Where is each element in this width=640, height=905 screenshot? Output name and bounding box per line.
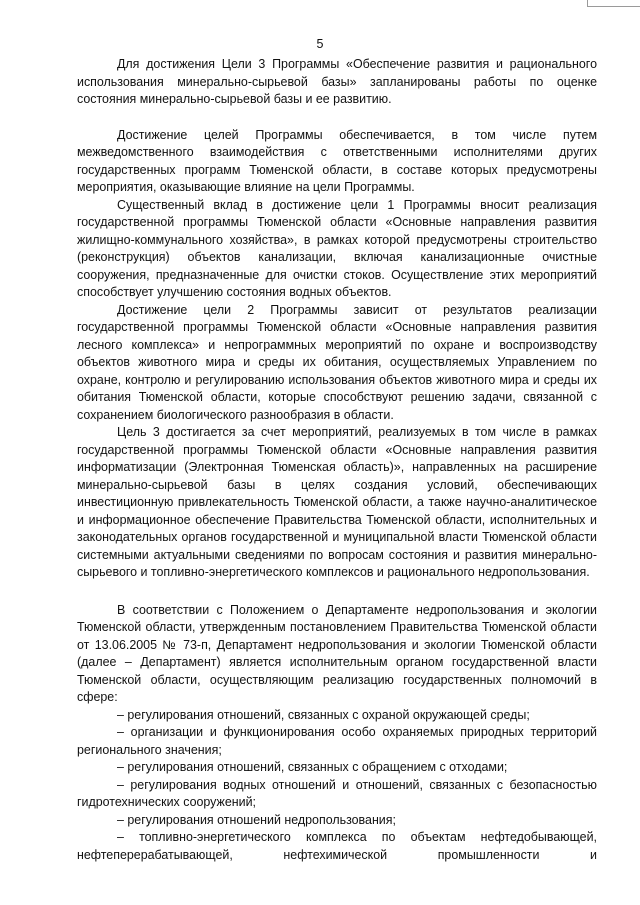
paragraph-goal-2: Достижение цели 2 Программы зависит от результатов реализации государственной программы Тюменской области «Основные направления развития лесного комплекса» и непрограммных мероприятий по охране и воспроизводству объектов животного мира и среды их обитания, осуществляемых Управлением по охране, контролю и регулированию использования объектов животного мира и среды их обитания Тюменской области, которые способствуют решению задачи, связанной с сохранением биологического разнообразия в области. [77, 302, 597, 422]
list-item: – регулирования отношений недропользования; [117, 812, 396, 827]
page-corner-mark [587, 0, 640, 7]
paragraph-goal-3: Для достижения Цели 3 Программы «Обеспечение развития и рационального использования минерально-сырьевой базы» запланированы работы по оценке состояния минерально-сырьевой базы и ее развитию. [77, 57, 597, 106]
page-number: 5 [316, 37, 324, 51]
document-body [77, 56, 597, 864]
paragraph-goal-3-measures: Цель 3 достигается за счет мероприятий, реализуемых в том числе в рамках государственной программы Тюменской области «Основные направления развития информатизации (Электронная Тюменская область)», направленных на расширение минерально-сырьевой базы в целях создания условий, обеспечивающих инвестиционную привлекательность Тюменской области, а также научно-аналитическое и информационное обеспечение Правительства Тюменской области, исполнительных и законодательных органов государственной и муниципальной власти Тюменской области системными актуальными сведениями по вопросам состояния и развития минерально-сырьевого и топливно-энергетического комплексов и рационального недропользования. [77, 425, 597, 579]
list-item: – топливно-энергетического комплекса по объектам нефтедобывающей, нефтеперерабатывающей, нефтехимической промышленности и [77, 830, 597, 862]
paragraph-interagency: Достижение целей Программы обеспечивается, в том числе путем межведомственного взаимодействия с ответственными исполнителями других государственных программ Тюменской области, в составе которых предусмотрены мероприятия, оказывающие влияние на цели Программы. [77, 127, 597, 194]
list-item: – организации и функционирования особо охраняемых природных территорий регионального значения; [77, 725, 597, 757]
list-item: – регулирования отношений, связанных с охраной окружающей среды; [117, 707, 530, 722]
paragraph-department: В соответствии с Положением о Департаменте недропользования и экологии Тюменской области, утвержденным постановлением Правительства Тюменской области от 13.06.2005 № 73-п, Департамент недропользования и экологии Тюменской области (далее – Департамент) является исполнительным органом государственной власти Тюменской области, осуществляющим реализацию государственных полномочий в сфере: [77, 602, 597, 704]
list-item: – регулирования отношений, связанных с обращением с отходами; [117, 760, 508, 774]
powers-list [77, 707, 597, 865]
list-item: – регулирования водных отношений и отношений, связанных с безопасностью гидротехнических сооружений; [77, 777, 597, 809]
paragraph-goal-1: Существенный вклад в достижение цели 1 Программы вносит реализация государственной программы Тюменской области «Основные направления развития жилищно-коммунального хозяйства», в рамках которой предусмотрены строительство (реконструкция) объектов канализации, включая канализационные очистные сооружения, предназначенные для очистки стоков. Осуществление этих мероприятий способствует улучшению состояния водных объектов. [77, 197, 597, 299]
